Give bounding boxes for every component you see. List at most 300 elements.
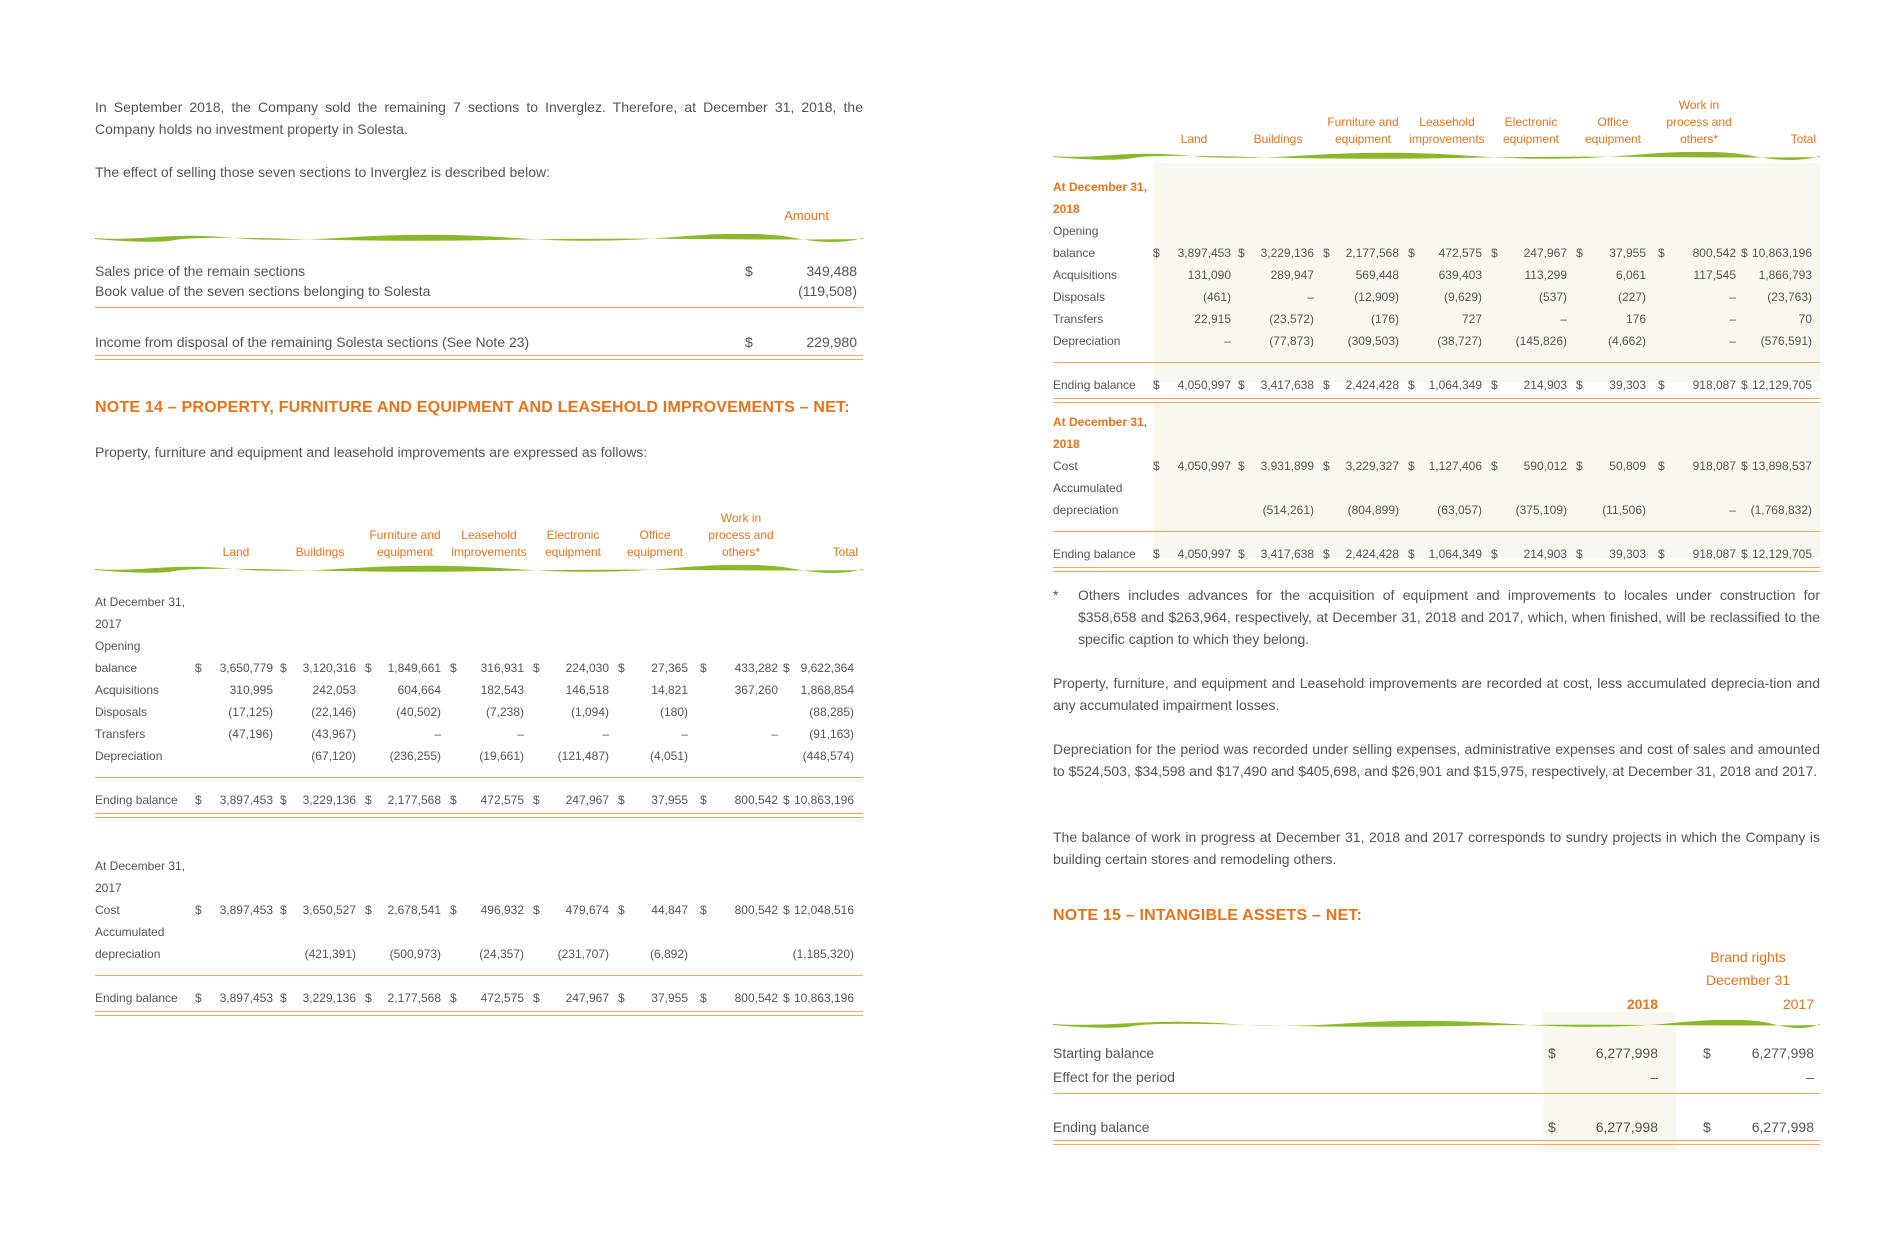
table-cell	[1153, 286, 1231, 308]
table-row	[1053, 330, 1820, 352]
value-2017: 6,277,998	[1751, 1045, 1814, 1061]
table-row	[1053, 242, 1820, 264]
value-2018: 6,277,998	[1595, 1119, 1658, 1135]
currency-sign: $	[1576, 547, 1583, 561]
currency-sign: $	[1323, 378, 1330, 392]
table-cell	[1238, 286, 1314, 308]
cell-value: 12,129,705	[1751, 378, 1812, 392]
cell-value: 12,048,516	[793, 903, 854, 917]
cell-value: (500,973)	[389, 947, 441, 961]
cell-value: 727	[1461, 312, 1482, 326]
currency-sign: $	[533, 793, 540, 807]
cell-value: 247,967	[565, 793, 609, 807]
cur-2018: $	[1548, 1119, 1556, 1135]
cell-value: 1,849,661	[387, 661, 441, 675]
table-cell	[1323, 543, 1399, 565]
table-row	[1053, 176, 1820, 198]
header-line: Buildings	[1253, 132, 1303, 146]
currency-sign: $	[280, 793, 287, 807]
table-cell	[1741, 242, 1812, 264]
cell-value: 800,542	[1692, 246, 1736, 260]
currency-sign: $	[1153, 378, 1160, 392]
row-label: At December 31,	[1053, 180, 1148, 194]
cell-value: (448,574)	[802, 749, 854, 763]
cell-value: 918,087	[1692, 547, 1736, 561]
table-cell	[1491, 374, 1567, 396]
note14-paragraph: Property, furniture and equipment and leasehold improvements are expressed as follows:	[95, 444, 648, 460]
table-cell	[1576, 374, 1646, 396]
cell-value: 2,678,541	[387, 903, 441, 917]
cell-value: 590,012	[1523, 459, 1567, 473]
table-cell	[365, 899, 441, 921]
table-row	[95, 745, 863, 767]
cell-value: 247,967	[565, 991, 609, 1005]
table-cell	[533, 899, 609, 921]
table-cell	[1408, 330, 1482, 352]
row-label: Acquisitions	[1053, 268, 1118, 282]
table-cell	[700, 679, 778, 701]
row-currency: $	[745, 263, 753, 279]
table-cell	[1238, 330, 1314, 352]
table-cell	[783, 987, 854, 1009]
table-cell	[280, 943, 356, 965]
table-cell	[365, 723, 441, 745]
table-cell	[1741, 286, 1812, 308]
table-row	[95, 943, 863, 965]
cell-value: 496,932	[480, 903, 524, 917]
cell-value: (9,629)	[1443, 290, 1482, 304]
currency-sign: $	[1658, 459, 1665, 473]
table-cell	[1323, 499, 1399, 521]
double-rule	[1053, 567, 1820, 572]
table-cell	[618, 657, 688, 679]
cell-value: 10,863,196	[793, 991, 854, 1005]
header-line: equipment	[626, 545, 684, 559]
column-header	[1491, 114, 1571, 148]
brush-divider	[95, 565, 863, 573]
row-value: 349,488	[806, 263, 857, 279]
row-label: At December 31,	[95, 859, 186, 873]
row-label: balance	[95, 661, 138, 675]
cell-value: 1,868,854	[800, 683, 854, 697]
cell-value: 4,050,997	[1177, 547, 1231, 561]
currency-sign: $	[1408, 547, 1415, 561]
table-cell	[783, 701, 854, 723]
currency-sign: $	[783, 991, 790, 1005]
table-row	[95, 921, 863, 943]
table-row	[1053, 499, 1820, 521]
cell-value: 113,299	[1524, 268, 1567, 282]
row-label: Book value of the seven sections belonging to Solesta	[95, 283, 431, 299]
table-cell	[1658, 242, 1736, 264]
column-header	[1658, 97, 1740, 148]
table-row	[1053, 264, 1820, 286]
table-cell	[700, 789, 778, 811]
table-cell	[1238, 543, 1314, 565]
cell-value: 146,518	[565, 683, 609, 697]
column-header	[783, 544, 858, 561]
header-line: Electronic	[1504, 115, 1558, 129]
cell-value: (537)	[1538, 290, 1567, 304]
column-header	[1576, 114, 1650, 148]
currency-sign: $	[1238, 459, 1245, 473]
cell-value: (6,892)	[649, 947, 688, 961]
cell-value: 3,229,136	[302, 991, 356, 1005]
cell-value: 70	[1798, 312, 1812, 326]
cell-value: 4,050,997	[1177, 378, 1231, 392]
currency-sign: $	[783, 793, 790, 807]
column-header	[365, 527, 445, 561]
table-cell	[195, 723, 273, 745]
cell-value: –	[1729, 290, 1736, 304]
cell-value: (4,051)	[649, 749, 688, 763]
column-header	[1741, 131, 1816, 148]
table-cell	[365, 679, 441, 701]
column-header	[618, 527, 692, 561]
row-label: Acquisitions	[95, 683, 160, 697]
footnote-text: Others includes advances for the acquisition of equipment and improvements to locales under construction for $358,658 and $263,964, respectively, at December 31, 2018 and 2017, which, when finished, will be reclassified to the specific caption to which they belong.	[1078, 587, 1820, 647]
table-cell	[1238, 374, 1314, 396]
row-label: 2017	[95, 617, 122, 631]
table-cell	[783, 679, 854, 701]
table-cell	[533, 679, 609, 701]
table-row	[1053, 455, 1820, 477]
table-cell	[533, 723, 609, 745]
currency-sign: $	[1408, 246, 1415, 260]
cell-value: 27,365	[651, 661, 688, 675]
table-cell	[1576, 242, 1646, 264]
cell-value: (514,261)	[1262, 503, 1314, 517]
value-2018: –	[1650, 1069, 1658, 1085]
cell-value: –	[434, 727, 441, 741]
value-2017: –	[1806, 1069, 1814, 1085]
header-line: Furniture and	[1327, 115, 1399, 129]
table-cell	[618, 943, 688, 965]
cell-value: –	[1224, 334, 1231, 348]
column-header	[533, 527, 613, 561]
table-cell	[618, 679, 688, 701]
currency-sign: $	[1576, 378, 1583, 392]
currency-sign: $	[1408, 378, 1415, 392]
currency-sign: $	[783, 661, 790, 675]
rule	[1053, 531, 1820, 532]
cell-value: (4,662)	[1607, 334, 1646, 348]
table-cell	[1323, 264, 1399, 286]
currency-sign: $	[1576, 459, 1583, 473]
table-cell	[1153, 543, 1231, 565]
row-label: Disposals	[95, 705, 148, 719]
row-label: depreciation	[95, 947, 161, 961]
currency-sign: $	[1153, 459, 1160, 473]
double-rule	[95, 813, 863, 818]
currency-sign: $	[280, 991, 287, 1005]
cell-value: 3,229,136	[1260, 246, 1314, 260]
column-header	[450, 527, 528, 561]
row-label: Accumulated	[95, 925, 165, 939]
table-cell	[1491, 264, 1567, 286]
rule	[95, 777, 863, 778]
header-line: process and	[708, 528, 774, 542]
header-line: Total	[832, 545, 858, 559]
cell-value: 310,995	[229, 683, 273, 697]
cell-value: (23,572)	[1269, 312, 1314, 326]
cell-value: (88,285)	[809, 705, 854, 719]
table-row	[1053, 198, 1820, 220]
table-cell	[450, 679, 524, 701]
table-cell	[618, 723, 688, 745]
cell-value: 39,303	[1609, 378, 1646, 392]
row-label: Starting balance	[1053, 1045, 1155, 1061]
paragraph-wip: The balance of work in progress at December 31, 2018 and 2017 corresponds to sundry projects in which the Company is building certain stores and remodeling others.	[1053, 829, 1820, 867]
table-cell	[280, 679, 356, 701]
note14-title: NOTE 14 – PROPERTY, FURNITURE AND EQUIPMENT AND LEASEHOLD IMPROVEMENTS – NET:	[95, 399, 850, 416]
cell-value: (121,487)	[557, 749, 609, 763]
cell-value: (1,094)	[570, 705, 609, 719]
table-cell	[365, 943, 441, 965]
cell-value: (38,727)	[1437, 334, 1482, 348]
cell-value: (7,238)	[485, 705, 524, 719]
currency-sign: $	[1323, 547, 1330, 561]
currency-sign: $	[1741, 378, 1748, 392]
table-cell	[1408, 308, 1482, 330]
cell-value: (77,873)	[1269, 334, 1314, 348]
cell-value: 1,064,349	[1428, 378, 1482, 392]
rule	[95, 975, 863, 976]
table-cell	[700, 657, 778, 679]
table-row	[1053, 286, 1820, 308]
table-row	[95, 899, 863, 921]
table-cell	[1491, 543, 1567, 565]
cell-value: 639,403	[1438, 268, 1482, 282]
cell-value: –	[602, 727, 609, 741]
currency-sign: $	[1741, 459, 1748, 473]
cell-value: (91,163)	[809, 727, 854, 741]
row-label: 2017	[95, 881, 122, 895]
table-row	[1053, 220, 1820, 242]
table-row	[1053, 308, 1820, 330]
cell-value: 37,955	[651, 793, 688, 807]
table-cell	[1741, 455, 1812, 477]
row-label: depreciation	[1053, 503, 1119, 517]
table-cell	[1576, 330, 1646, 352]
currency-sign: $	[195, 661, 202, 675]
currency-sign: $	[365, 793, 372, 807]
currency-sign: $	[1491, 246, 1498, 260]
row-label: Ending balance	[1053, 378, 1136, 392]
table-cell	[195, 899, 273, 921]
intangible-row	[1053, 1043, 1820, 1063]
cell-value: (1,185,320)	[792, 947, 854, 961]
header-line: Leasehold	[1419, 115, 1475, 129]
cell-value: 13,898,537	[1751, 459, 1812, 473]
currency-sign: $	[618, 991, 625, 1005]
currency-sign: $	[195, 903, 202, 917]
header-line: improvements	[1409, 132, 1485, 146]
currency-sign: $	[1323, 459, 1330, 473]
cell-value: 214,903	[1523, 378, 1567, 392]
table-cell	[1491, 286, 1567, 308]
header-line: equipment	[1584, 132, 1642, 146]
table-cell	[783, 723, 854, 745]
row-value: (119,508)	[798, 283, 857, 299]
table-row	[1053, 374, 1820, 396]
brush-divider	[1053, 1020, 1820, 1028]
year-2018-header: 2018	[1626, 996, 1658, 1012]
cur-2017: $	[1703, 1119, 1711, 1135]
cell-value: 176	[1625, 312, 1646, 326]
header-line: Office	[639, 528, 671, 542]
rule	[1053, 362, 1820, 363]
cell-value: 472,575	[1438, 246, 1482, 260]
cell-value: (1,768,832)	[1750, 503, 1812, 517]
table-cell	[195, 679, 273, 701]
cell-value: 3,417,638	[1260, 547, 1314, 561]
row-label: balance	[1053, 246, 1096, 260]
cell-value: 569,448	[1355, 268, 1399, 282]
table-cell	[1238, 499, 1314, 521]
currency-sign: $	[195, 793, 202, 807]
header-line: Furniture and	[369, 528, 441, 542]
currency-sign: $	[365, 903, 372, 917]
table-cell	[1491, 308, 1567, 330]
row-label: Cost	[1053, 459, 1078, 473]
double-rule	[1053, 1140, 1820, 1145]
table-cell	[783, 789, 854, 811]
double-rule	[95, 355, 863, 360]
column-header	[1238, 131, 1318, 148]
column-header	[1323, 114, 1403, 148]
intangible-row	[1053, 1067, 1820, 1087]
cur-2018: $	[1548, 1045, 1556, 1061]
table-cell	[1576, 499, 1646, 521]
table-cell	[1408, 286, 1482, 308]
table-cell	[533, 657, 609, 679]
currency-sign: $	[1491, 378, 1498, 392]
table-cell	[1741, 308, 1812, 330]
row-label: Opening	[95, 639, 141, 653]
cell-value: 50,809	[1609, 459, 1646, 473]
cell-value: 117,545	[1693, 268, 1736, 282]
cell-value: 214,903	[1523, 547, 1567, 561]
cell-value: 918,087	[1692, 378, 1736, 392]
header-line: Leasehold	[461, 528, 517, 542]
cell-value: 39,303	[1609, 547, 1646, 561]
currency-sign: $	[1658, 378, 1665, 392]
header-line: equipment	[376, 545, 434, 559]
cell-value: 3,931,899	[1260, 459, 1314, 473]
table-cell	[450, 987, 524, 1009]
row-label: Sales price of the remain sections	[95, 263, 306, 279]
currency-sign: $	[533, 991, 540, 1005]
column-header	[195, 544, 277, 561]
table-cell	[1238, 242, 1314, 264]
table-cell	[195, 789, 273, 811]
cell-value: 604,664	[397, 683, 441, 697]
row-label: Accumulated	[1053, 481, 1123, 495]
cell-value: 1,064,349	[1428, 547, 1482, 561]
currency-sign: $	[618, 661, 625, 675]
table-row	[1053, 543, 1820, 565]
table-cell	[365, 745, 441, 767]
cell-value: 800,542	[734, 903, 778, 917]
cell-value: (67,120)	[311, 749, 356, 763]
table-cell	[365, 701, 441, 723]
table-cell	[1153, 308, 1231, 330]
currency-sign: $	[1408, 459, 1415, 473]
footnote-star: *	[1053, 587, 1059, 603]
cell-value: (145,826)	[1515, 334, 1567, 348]
table-cell	[280, 789, 356, 811]
header-line: Land	[222, 545, 250, 559]
row-label: Opening	[1053, 224, 1099, 238]
table-cell	[1408, 374, 1482, 396]
table-cell	[533, 987, 609, 1009]
cell-value: 44,847	[651, 903, 688, 917]
table-cell	[618, 745, 688, 767]
table-cell	[280, 657, 356, 679]
table-cell	[1408, 242, 1482, 264]
table-cell	[1238, 264, 1314, 286]
table-cell	[450, 943, 524, 965]
cell-value: 289,947	[1270, 268, 1314, 282]
currency-sign: $	[1323, 246, 1330, 260]
cell-value: (421,391)	[304, 947, 356, 961]
table-cell	[1491, 455, 1567, 477]
effect-paragraph: The effect of selling those seven sections to Inverglez is described below:	[95, 164, 550, 180]
currency-sign: $	[1741, 246, 1748, 260]
header-line: Total	[1790, 132, 1816, 146]
table-cell	[1658, 308, 1736, 330]
table-cell	[450, 657, 524, 679]
table-cell	[1323, 308, 1399, 330]
table-cell	[450, 899, 524, 921]
table-cell	[1741, 374, 1812, 396]
table-cell	[1658, 499, 1736, 521]
table-cell	[450, 723, 524, 745]
cell-value: (180)	[659, 705, 688, 719]
cell-value: 9,622,364	[800, 661, 854, 675]
cell-value: (236,255)	[389, 749, 441, 763]
table-cell	[1741, 330, 1812, 352]
row-label: Ending balance	[1053, 1119, 1150, 1135]
currency-sign: $	[280, 661, 287, 675]
currency-sign: $	[783, 903, 790, 917]
header-line: Work in	[1678, 98, 1720, 112]
table-cell	[700, 987, 778, 1009]
intangible-total-row	[1053, 1117, 1820, 1137]
table-cell	[1323, 455, 1399, 477]
cell-value: 2,424,428	[1345, 547, 1399, 561]
row-label: Depreciation	[95, 749, 163, 763]
cell-value: 1,866,793	[1758, 268, 1812, 282]
header-line: Electronic	[546, 528, 600, 542]
currency-sign: $	[1153, 547, 1160, 561]
row-currency: $	[745, 334, 753, 350]
header-line: Buildings	[295, 545, 345, 559]
intro-paragraph: In September 2018, the Company sold the remaining 7 sections to Inverglez. Therefore, at December 31, 2018, the Company holds no investment property in Solesta.	[95, 99, 863, 137]
column-header	[700, 510, 782, 561]
table-cell	[618, 789, 688, 811]
cell-value: 1,127,406	[1428, 459, 1482, 473]
currency-sign: $	[1491, 547, 1498, 561]
currency-sign: $	[365, 661, 372, 675]
sale-row	[95, 261, 863, 281]
table-cell	[1741, 499, 1812, 521]
brush-divider	[95, 234, 863, 242]
double-rule	[95, 1011, 863, 1016]
cell-value: 800,542	[734, 991, 778, 1005]
header-line: Land	[1180, 132, 1208, 146]
